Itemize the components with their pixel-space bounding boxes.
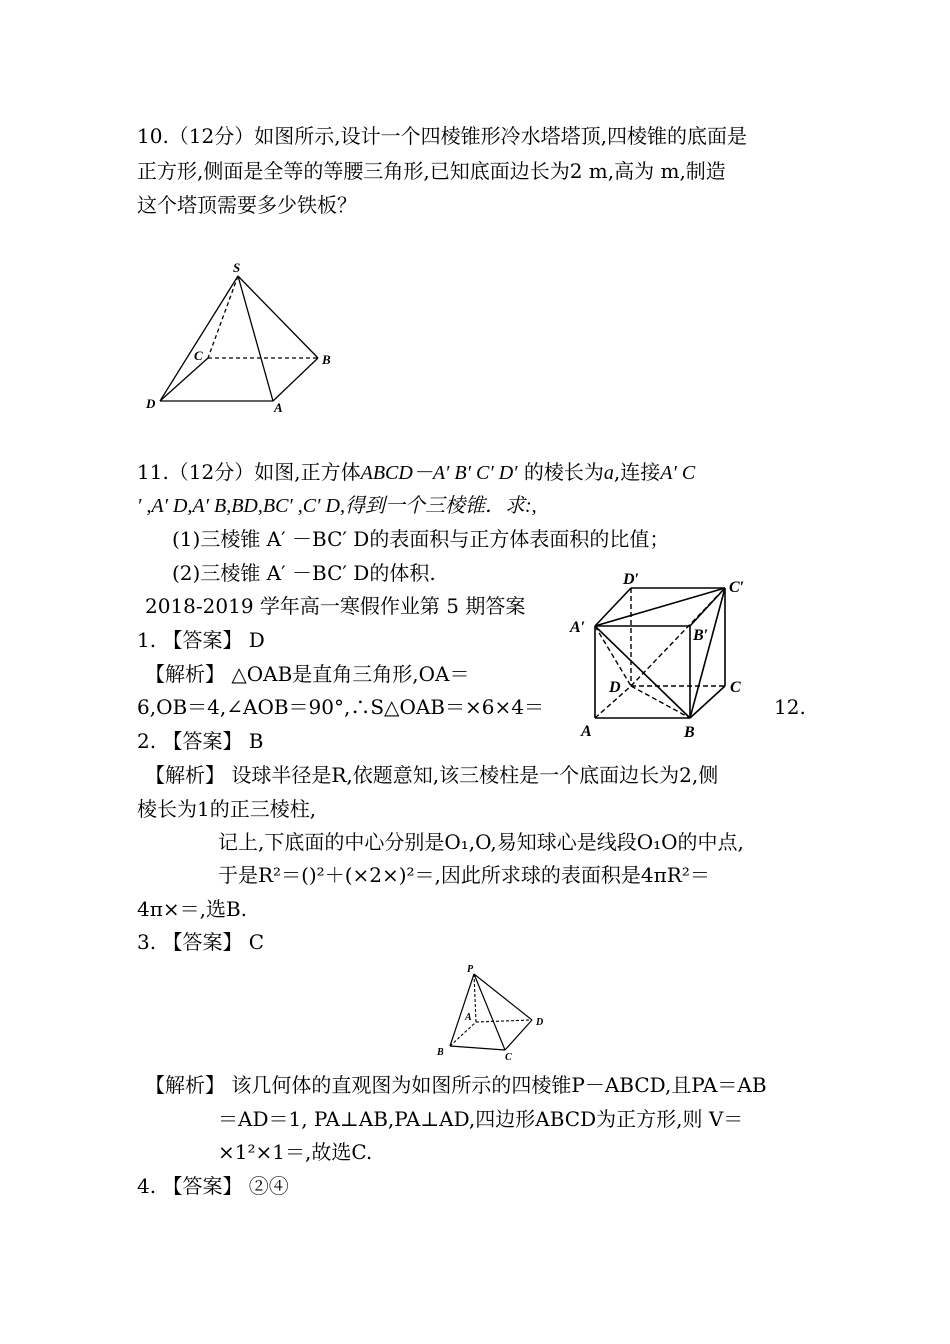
answer-3-head: 3. 【答案】 C [137, 930, 265, 954]
a3-pyramid-figure [432, 962, 552, 1064]
q11-line1-e: ,连接 [613, 460, 661, 484]
q11-line1-a: 11.（12分）如图,正方体 [137, 460, 361, 484]
label-A-prime: A′ [570, 619, 586, 636]
answer-2-line-2: 棱长为1的正三棱柱, [137, 797, 317, 821]
q11-line1-b: ABCD－A′ B′ C′ D′ [360, 462, 518, 484]
label-C: C [505, 1052, 512, 1063]
label-D-prime: D′ [623, 571, 640, 588]
q10-text-line-1: 10.（12分）如图所示,设计一个四棱锥形冷水塔塔顶,四棱锥的底面是 [137, 124, 747, 148]
label-B: B [684, 724, 695, 741]
label-B: B [322, 352, 331, 367]
label-A: A [581, 723, 592, 740]
q11-line1-d: a [603, 462, 614, 484]
label-D: D [146, 396, 156, 411]
q11-part-1: (1)三棱锥 A′ －BC′ D的表面积与正方体表面积的比值； [172, 527, 670, 551]
answers-title: 2018-2019 学年高一寒假作业第 5 期答案 [145, 594, 526, 618]
q10-text-line-3: 这个塔顶需要多少铁板？ [137, 193, 357, 217]
label-D: D [536, 1017, 544, 1028]
q11-text-line-1 [137, 460, 695, 485]
label-A: A [465, 1012, 472, 1023]
label-C-prime: C′ [729, 579, 745, 596]
answer-1-line-1: 【解析】 △OAB是直角三角形,OA＝ [145, 662, 470, 686]
label-S: S [233, 260, 241, 275]
q10-text-line-2: 正方形,侧面是全等的等腰三角形,已知底面边长为2 m,高为 m,制造 [137, 159, 726, 183]
q10-pyramid-figure [138, 256, 338, 416]
label-P: P [467, 964, 474, 975]
answer-3-line-3: ×1²×1＝,故选C. [218, 1140, 373, 1164]
q11-text-line-2: ′ ,A′ D,A′ B,BD,BC′ ,C′ D,得到一个三棱锥．求:, [137, 495, 537, 517]
answer-2-line-4: 于是R²＝()²＋(×2×)²＝,因此所求球的表面积是4πR²＝ [218, 863, 710, 887]
answer-3-line-2: ＝AD＝1, PA⊥AB,PA⊥AD,四边形ABCD为正方形,则 V＝ [218, 1107, 744, 1131]
label-B-prime: B′ [693, 627, 709, 644]
answer-2-head: 2. 【答案】 B [137, 729, 264, 753]
answer-1-line-2: 6,OB＝4,∠AOB＝90°,∴S△OAB＝×6×4＝ [137, 695, 544, 719]
label-B: B [437, 1047, 444, 1058]
answer-4-head: 4. 【答案】 ②④ [137, 1174, 289, 1198]
q11-line1-c: 的棱长为 [523, 460, 604, 484]
q11-part-2: (2)三棱锥 A′ －BC′ D的体积. [172, 561, 436, 585]
label-A: A [274, 400, 283, 415]
label-D: D [609, 679, 621, 696]
q11-line1-f: A′ C [660, 462, 696, 484]
q11-cube-figure [565, 568, 765, 746]
answer-1-head: 1. 【答案】 D [137, 628, 265, 652]
answer-3-line-1: 【解析】 该几何体的直观图为如图所示的四棱锥P－ABCD,且PA＝AB [145, 1073, 767, 1097]
answer-2-line-3: 记上,下底面的中心分别是O₁,O,易知球心是线段O₁O的中点, [218, 830, 744, 854]
label-C: C [194, 348, 203, 363]
answer-1-tail: 12. [774, 695, 806, 719]
answer-2-line-5: 4π×＝,选B. [137, 897, 248, 921]
label-C: C [730, 679, 741, 696]
answer-2-line-1: 【解析】 设球半径是R,依题意知,该三棱柱是一个底面边长为2,侧 [145, 763, 719, 787]
